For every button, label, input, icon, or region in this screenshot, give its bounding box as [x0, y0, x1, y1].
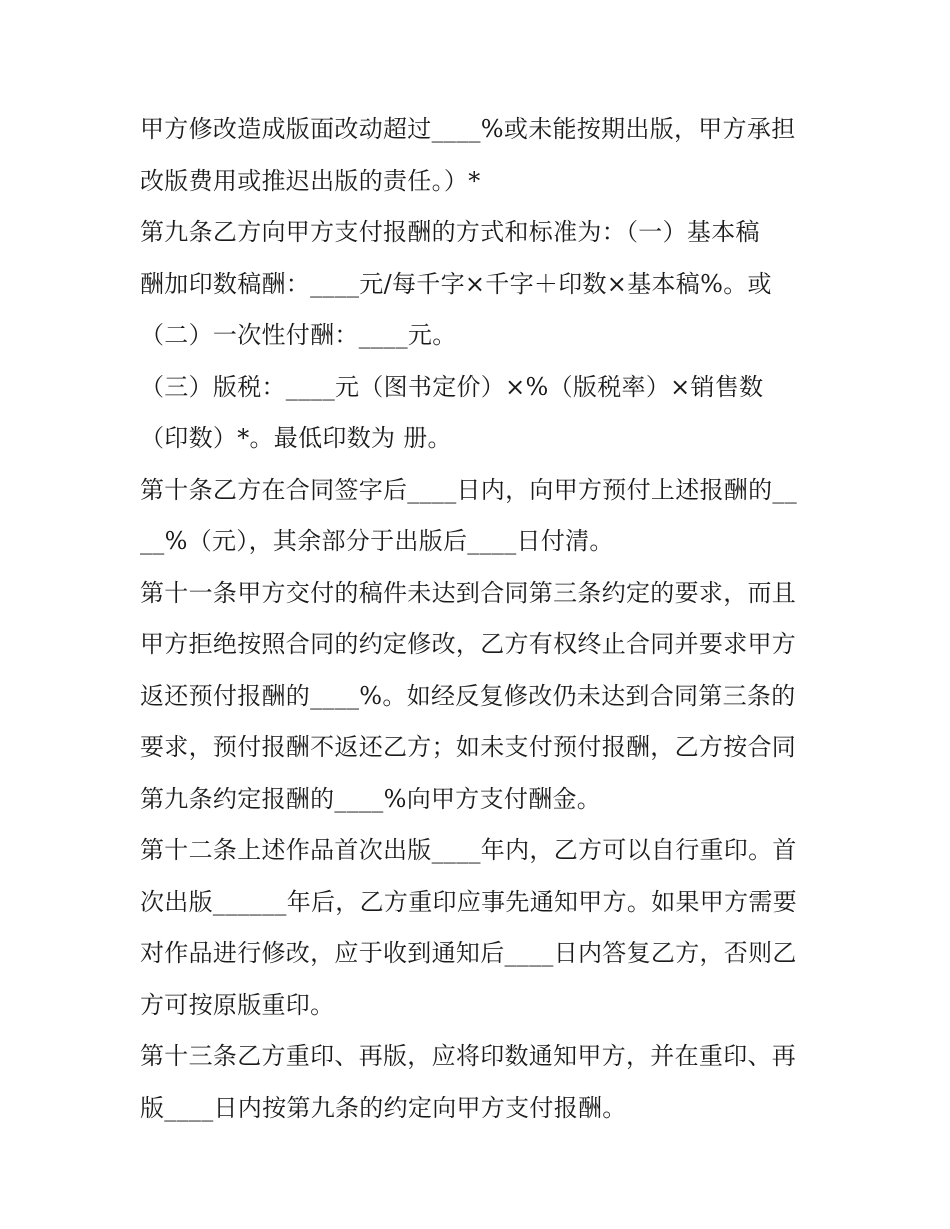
- text-line: 版____日内按第九条的约定向甲方支付报酬。: [140, 1093, 627, 1122]
- clause-13-line: 第十三条乙方重印、再版，应将印数通知甲方，并在重印、再: [140, 1042, 797, 1070]
- clause-12-line: 第十二条上述作品首次出版____年内，乙方可以自行重印。首: [140, 836, 797, 864]
- text-line: 甲方修改造成版面改动超过____%或未能按期出版，甲方承担: [140, 115, 796, 143]
- text-line: 次出版______年后，乙方重印应事先通知甲方。如果甲方需要: [140, 887, 797, 916]
- text-line: （二）一次性付酬：____元。: [140, 321, 457, 349]
- text-line: 甲方拒绝按照合同的约定修改，乙方有权终止合同并要求甲方: [140, 630, 797, 658]
- clause-11-line: 第十一条甲方交付的稿件未达到合同第三条约定的要求，而且: [140, 578, 797, 607]
- text-line: 第九条约定报酬的____%向甲方支付酬金。: [140, 784, 602, 813]
- contract-text: [140, 104, 820, 1134]
- text-line: （印数）*。最低印数为 册。: [140, 424, 452, 452]
- clause-9-line: 第九条乙方向甲方支付报酬的方式和标准为：（一）基本稿: [140, 218, 760, 246]
- text-line: 改版费用或推迟出版的责任。）*: [140, 166, 481, 195]
- text-line: 方可按原版重印。: [140, 990, 335, 1019]
- text-line: （三）版税：____元（图书定价）×%（版税率）×销售数: [140, 372, 764, 401]
- text-line: 对作品进行修改，应于收到通知后____日内答复乙方，否则乙: [140, 939, 797, 967]
- text-line: __%（元），其余部分于出版后____日付清。: [140, 527, 614, 555]
- text-line: 要求，预付报酬不返还乙方；如未支付预付报酬，乙方按合同: [140, 733, 797, 761]
- clause-10-line: 第十条乙方在合同签字后____日内，向甲方预付上述报酬的__: [140, 475, 797, 504]
- text-line: 返还预付报酬的____%。如经反复修改仍未达到合同第三条的: [140, 681, 796, 710]
- text-line: 酬加印数稿酬：____元/每千字×千字＋印数×基本稿%。或: [140, 269, 772, 298]
